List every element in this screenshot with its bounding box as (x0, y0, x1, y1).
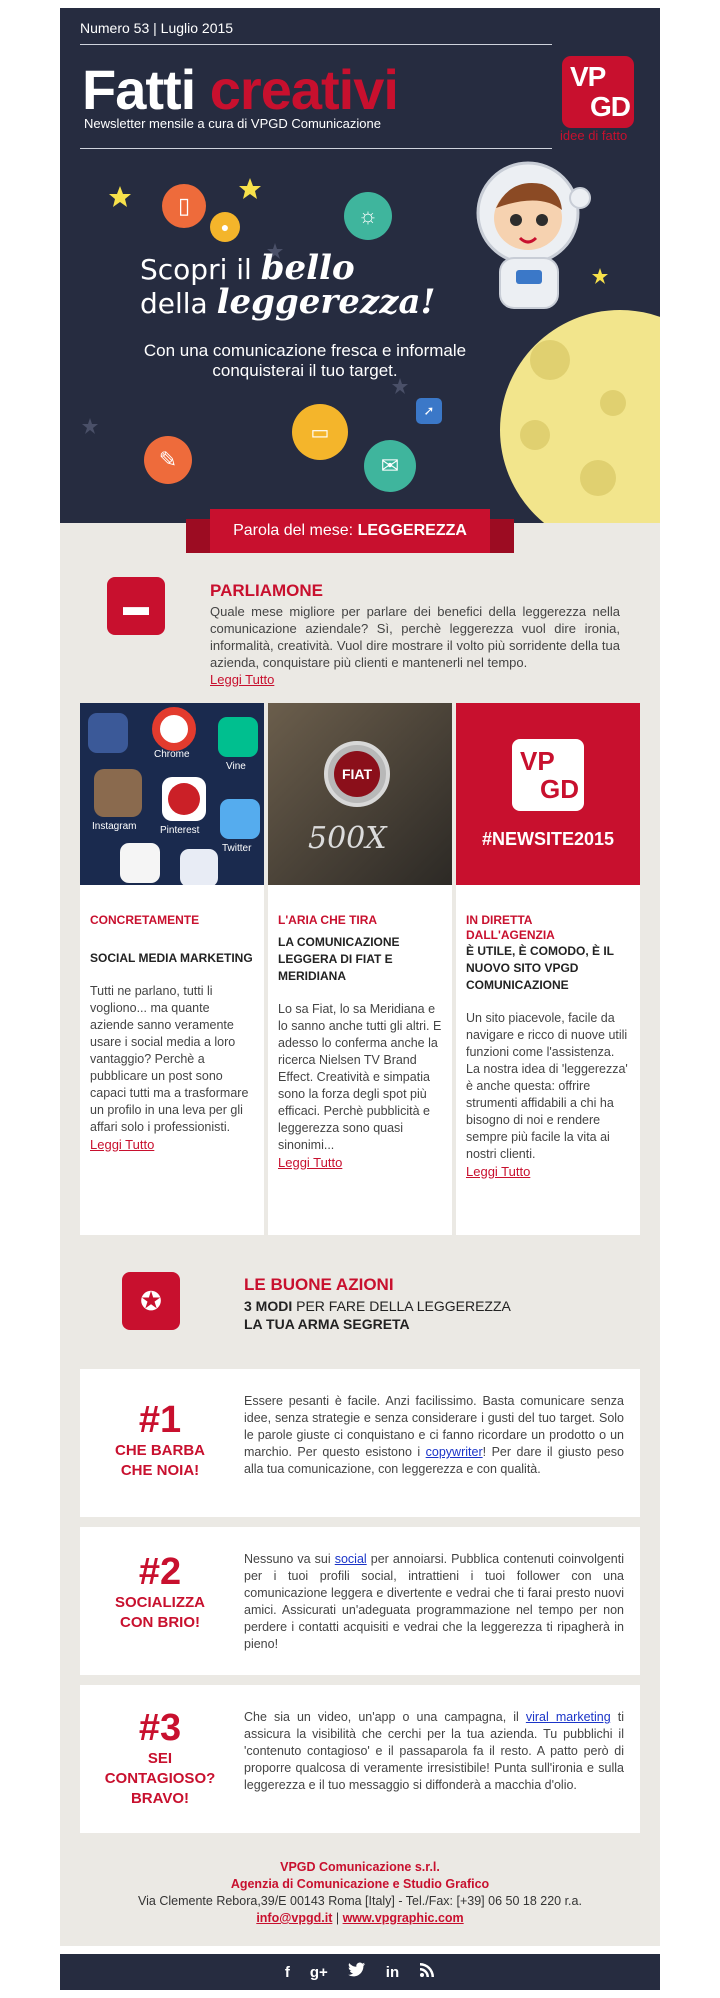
article-read-more-link[interactable]: Leggi Tutto (278, 1155, 343, 1170)
article-card-fiat (268, 703, 452, 1235)
website-link[interactable]: www.vpgraphic.com (342, 1911, 464, 1925)
mail-icon: ✉ (364, 440, 416, 492)
tip-card-3 (80, 1685, 640, 1833)
tip-text: Che sia un video, un'app o una campagna, il viral marketing ti assicura la visibilità che cerchi per la tua azienda. Tu pubblichi il 'contenuto contagioso' e il passaparola fa il resto. A patto però di proporre qualcosa di veramente irresistibile! Punta sull'ironia e sulla leggerezza e il tuo messaggio si diffonderà a macchia d'olio. (244, 1710, 624, 1792)
company-address: Via Clemente Rebora,39/E 00143 Roma [Italy] - Tel./Fax: [+39] 06 50 18 220 r.a. (138, 1894, 582, 1908)
company-name: VPGD Comunicazione s.r.l. (280, 1860, 440, 1874)
phone-icon: ▯ (162, 184, 206, 228)
cursor-icon: ➚ (416, 398, 442, 424)
newsite-image: VP GD #NEWSITE2015 (456, 703, 640, 885)
tip-label: SEI CONTAGIOSO? BRAVO! (104, 1750, 216, 1807)
article-category: CONCRETAMENTE (90, 913, 200, 927)
intro-read-more-link[interactable]: Leggi Tutto (210, 672, 275, 687)
lightbulb-icon: ☼ (344, 192, 392, 240)
article-read-more-link[interactable]: Leggi Tutto (90, 1137, 155, 1152)
newsletter (60, 8, 660, 1946)
article-headline: SOCIAL MEDIA MARKETING (90, 951, 253, 965)
email-link[interactable]: info@vpgd.it (256, 1911, 333, 1925)
footer-info: VPGD Comunicazione s.r.l. Agenzia di Comunicazione e Studio Grafico Via Clemente Rebora,39/E 00143 Roma [Italy] - Tel./Fax: [+39] 06 50 18 220 r.a. info@vpgd.it | www.vpgraphic.com (60, 1859, 660, 1927)
lightbulb-icon: ✪ (122, 1272, 180, 1330)
tip-card-2 (80, 1527, 640, 1675)
newsletter-body (60, 559, 660, 1946)
issue-info: Numero 53 | Luglio 2015 (80, 20, 234, 36)
facebook-icon[interactable]: f (284, 1963, 290, 1981)
newsletter-title: Fatti creativi (82, 58, 398, 121)
tip-number: #1 (138, 1399, 182, 1441)
chat-bubble-icon: ● (210, 212, 240, 242)
tips-subtitle: 3 MODI PER FARE DELLA LEGGEREZZA LA TUA ARMA SEGRETA (244, 1298, 511, 1332)
article-text: Un sito piacevole, facile da navigare e ricco di nuove utili funzioni come l'assistenza. La nostra idea di 'leggerezza' è anche questa: offrire strumenti affidabili a chi ha bisogno di noi e rendere sempre più facile la vita ai nostri clienti. (466, 1011, 628, 1161)
tip-label: SOCIALIZZA CON BRIO! (115, 1594, 205, 1631)
viral-marketing-link[interactable]: viral marketing (525, 1710, 611, 1724)
hero-headline: Scopri il bello della leggerezza! (140, 248, 436, 322)
article-headline: LA COMUNICAZIONE LEGGERA DI FIAT E MERIDIANA (278, 935, 400, 983)
tip-number: #2 (138, 1551, 182, 1593)
laptop-icon: ▭ (292, 404, 348, 460)
social-link[interactable]: social (334, 1552, 367, 1566)
article-headline: È UTILE, È COMODO, È IL NUOVO SITO VPGD COMUNICAZIONE (466, 944, 614, 992)
logo-tagline: idee di fatto (560, 128, 628, 143)
hero-tagline: Con una comunicazione fresca e informale conquisterai il tuo target. (143, 341, 467, 380)
tips-title: LE BUONE AZIONI (244, 1275, 394, 1294)
newsletter-subtitle: Newsletter mensile a cura di VPGD Comunicazione (84, 116, 381, 131)
fiat-500x-image: FIAT 500X (268, 703, 452, 885)
googleplus-icon[interactable]: g+ (309, 1963, 328, 1981)
social-apps-image: Chrome Vine Instagram Pinterest Twitter (80, 703, 264, 885)
article-card-site (456, 703, 640, 1235)
rss-icon[interactable] (419, 1962, 435, 1982)
article-read-more-link[interactable]: Leggi Tutto (466, 1164, 531, 1179)
astronaut-illustration (460, 158, 610, 328)
article-category: IN DIRETTA DALL'AGENZIA (466, 913, 555, 942)
article-card-social (80, 703, 264, 1235)
vpgd-logo[interactable]: VP GD (562, 56, 634, 128)
intro-text: Quale mese migliore per parlare dei benefici della leggerezza nella comunicazione aziendale? Sì, perchè leggerezza vuol dire ironia, informalità, creatività. Vuol dire mostrare il volto più sorridente della tua azienda, conquistare più clienti e mantenerli nel tempo. (210, 604, 620, 670)
tip-number: #3 (138, 1707, 182, 1749)
tip-text: Nessuno va sui social per annoiarsi. Pubblica contenuti coinvolgenti per i tuoi profili social, intrattieni i tuoi follower con una comunicazione leggera e divertente e vedrai che ti farai presto nuovi amici. Assicurati un'adeguata programmazione nel tempo per non perdere i contatti acquisiti e vedrai che la leggerezza ti ripagherà in pieno! (244, 1552, 625, 1651)
article-text: Tutti ne parlano, tutti li vogliono... ma quante aziende sanno veramente usare i social media a loro vantaggio? Perchè a pubblicare un post sono capaci tutti ma a trasformare un profilo in una leva per gli affari solo i professionisti. (90, 984, 249, 1134)
hero-header (60, 8, 660, 559)
intro-title: PARLIAMONE (210, 581, 324, 600)
chat-icon: ▬ (107, 577, 165, 635)
article-category: L'ARIA CHE TIRA (278, 913, 378, 927)
twitter-icon[interactable] (348, 1962, 366, 1982)
article-columns (80, 703, 640, 1235)
copywriter-link[interactable]: copywriter (425, 1445, 483, 1459)
social-bar (60, 1954, 660, 1990)
tip-text: Essere pesanti è facile. Anzi facilissimo. Basta comunicare senza idee, senza strategie e senza considerare i gusti del tuo target. Solo le parole giuste ci conquistano e ci fanno ricordare un prodotto o un marchio. Per questo esistono i copywriter! Per dare il giusto peso alla tua comunicazione, con leggerezza e con qualità. (244, 1394, 624, 1476)
article-text: Lo sa Fiat, lo sa Meridiana e lo sanno anche tutti gli altri. E adesso lo conferma anche la ricerca Nielsen TV Brand Effect. Creatività e simpatia sono la forza degli spot più efficaci. Perchè pubblicità e leggerezza sono quasi sinonimi... (278, 1002, 442, 1152)
tip-label: CHE BARBA CHE NOIA! (115, 1442, 205, 1479)
tip-card-1 (80, 1369, 640, 1517)
company-tagline: Agenzia di Comunicazione e Studio Grafico (230, 1877, 490, 1891)
word-of-month-ribbon: Parola del mese: LEGGEREZZA (210, 509, 490, 553)
linkedin-icon[interactable]: in (385, 1963, 400, 1981)
speech-icon: ✎ (144, 436, 192, 484)
